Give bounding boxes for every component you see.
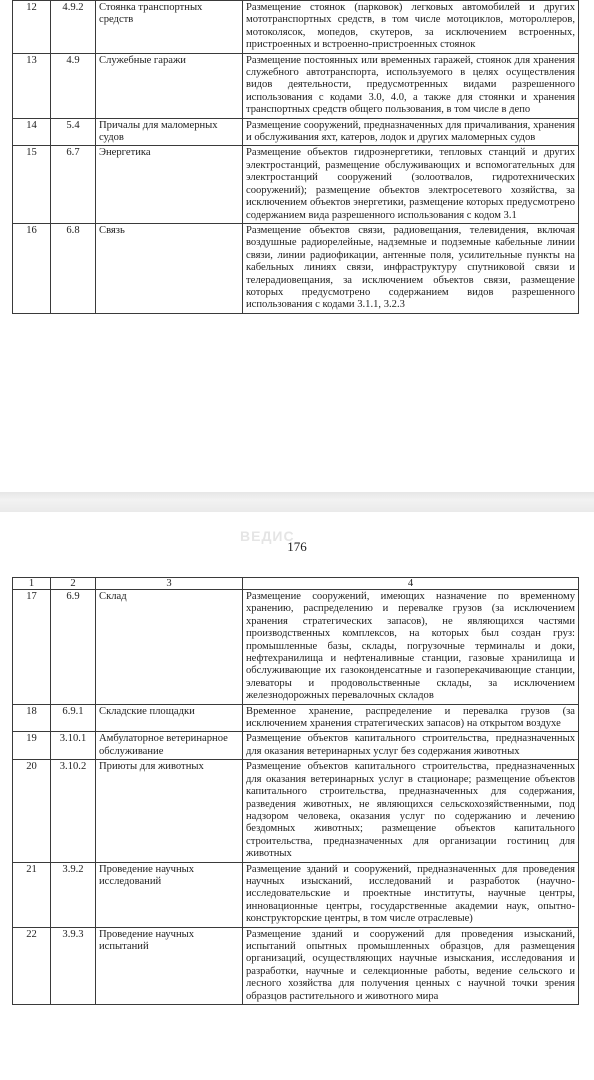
- row-number: 15: [13, 146, 51, 223]
- row-number: 16: [13, 223, 51, 313]
- use-code: 3.9.3: [51, 927, 96, 1004]
- row-number: 18: [13, 704, 51, 732]
- use-description: Размещение объектов капитального строительства, предназначенных для оказания ветеринарных услуг без содержания животных: [243, 732, 579, 760]
- page-number: 176: [287, 539, 307, 554]
- use-description: Размещение зданий и сооружений для проведения изысканий, испытаний опытных промышленных образцов, для размещения организаций, осуществляющих научные изыскания, исследования и разработки, научные и селекционные работы, ведение сельского и лесного хозяйства для получения ценных с научной точки зрения образцов растительного и животного мира: [243, 927, 579, 1004]
- header-cell: 4: [243, 578, 579, 590]
- use-name: Стоянка транспортных средств: [96, 1, 243, 54]
- use-name: Проведение научных испытаний: [96, 927, 243, 1004]
- row-number: 13: [13, 53, 51, 118]
- table-row: [13, 862, 579, 927]
- use-name: Приюты для животных: [96, 760, 243, 862]
- land-use-table-bottom: [12, 577, 579, 1005]
- table-row: [13, 704, 579, 732]
- document-page-top: [0, 0, 594, 492]
- row-number: 14: [13, 118, 51, 146]
- row-number: 22: [13, 927, 51, 1004]
- use-description: Размещение стоянок (парковок) легковых автомобилей и других мототранспортных средств, в том числе мотоциклов, мотороллеров, мотоколясок, мопедов, скутеров, за исключением встроенных, пристроенных и встроенно-пристроенных стоянок: [243, 1, 579, 54]
- use-description: Размещение постоянных или временных гаражей, стоянок для хранения служебного автотранспорта, используемого в целях осуществления видов деятельности, предусмотренных видами разрешенного использования с кодами 3.0, 4.0, а также для стоянки и хранения транспортных средств общего пользования, в том числе в депо: [243, 53, 579, 118]
- header-cell: 2: [51, 578, 96, 590]
- table-row: [13, 732, 579, 760]
- use-name: Причалы для маломерных судов: [96, 118, 243, 146]
- use-code: 3.10.1: [51, 732, 96, 760]
- use-name: Проведение научных исследований: [96, 862, 243, 927]
- table-row: [13, 1, 579, 54]
- use-code: 4.9.2: [51, 1, 96, 54]
- use-code: 6.9.1: [51, 704, 96, 732]
- table-row: [13, 53, 579, 118]
- row-number: 12: [13, 1, 51, 54]
- table-row: [13, 118, 579, 146]
- use-name: Энергетика: [96, 146, 243, 223]
- table-row: [13, 760, 579, 862]
- table-row: [13, 927, 579, 1004]
- use-code: 3.9.2: [51, 862, 96, 927]
- row-number: 21: [13, 862, 51, 927]
- use-description: Размещение сооружений, предназначенных для причаливания, хранения и обслуживания яхт, катеров, лодок и других маломерных судов: [243, 118, 579, 146]
- table-row: [13, 146, 579, 223]
- row-number: 20: [13, 760, 51, 862]
- use-description: Размещение сооружений, имеющих назначение по временному хранению, распределению и перевалке грузов (за исключением хранения стратегических запасов), не являющихся частями производственных комплексов, на которых был создан груз: промышленные базы, склады, погрузочные терминалы и доки, нефтехранилища и нефтеналивные станции, газовые хранилища и обслуживающие их газоконденсатные и газоперекачивающие станции, элеваторы и продовольственные склады, за исключением железнодорожных перевалочных складов: [243, 590, 579, 705]
- table-row: [13, 590, 579, 705]
- use-code: 6.7: [51, 146, 96, 223]
- use-code: 6.8: [51, 223, 96, 313]
- use-name: Складские площадки: [96, 704, 243, 732]
- use-description: Размещение зданий и сооружений, предназначенных для проведения научных изысканий, исследований и разработок (научно-исследовательские и проектные институты, научные центры, инновационные центры, государственные академии наук, опытно-конструкторские центры, в том числе отраслевые): [243, 862, 579, 927]
- use-code: 4.9: [51, 53, 96, 118]
- use-description: Временное хранение, распределение и перевалка грузов (за исключением хранения стратегических запасов) на открытом воздухе: [243, 704, 579, 732]
- use-name: Амбулаторное ветеринарное обслуживание: [96, 732, 243, 760]
- use-code: 5.4: [51, 118, 96, 146]
- use-name: Связь: [96, 223, 243, 313]
- use-description: Размещение объектов капитального строительства, предназначенных для оказания ветеринарных услуг в стационаре; размещение объектов капитального строительства, предназначенных для содержания, разведения животных, не являющихся сельскохозяйственными, под надзором человека, оказания услуг по содержанию и лечению бездомных животных; размещение объектов капитального строительства, предназначенных для организации гостиниц для животных: [243, 760, 579, 862]
- use-description: Размещение объектов связи, радиовещания, телевидения, включая воздушные радиорелейные, надземные и подземные кабельные линии связи, линии радиофикации, антенные поля, усилительные пункты на кабельных линиях связи, инфраструктуру спутниковой связи и телерадиовещания, за исключением объектов связи, размещение которых предусмотрено содержанием видов разрешенного использования с кодами 3.1.1, 3.2.3: [243, 223, 579, 313]
- use-code: 3.10.2: [51, 760, 96, 862]
- header-cell: 3: [96, 578, 243, 590]
- use-name: Служебные гаражи: [96, 53, 243, 118]
- page-gap: [0, 492, 594, 512]
- use-name: Склад: [96, 590, 243, 705]
- table-row: [13, 223, 579, 313]
- land-use-table-top: [12, 0, 579, 314]
- use-description: Размещение объектов гидроэнергетики, тепловых станций и других электростанций, размещение обслуживающих и вспомогательных для электростанций сооружений (золоотвалов, гидротехнических сооружений); размещение объектов электросетевого хозяйства, за исключением объектов энергетики, размещение которых предусмотрено содержанием вида разрешенного использования с кодом 3.1: [243, 146, 579, 223]
- row-number: 17: [13, 590, 51, 705]
- use-code: 6.9: [51, 590, 96, 705]
- header-cell: 1: [13, 578, 51, 590]
- row-number: 19: [13, 732, 51, 760]
- watermark: ВЕДИС: [240, 528, 295, 544]
- table-header-row: [13, 578, 579, 590]
